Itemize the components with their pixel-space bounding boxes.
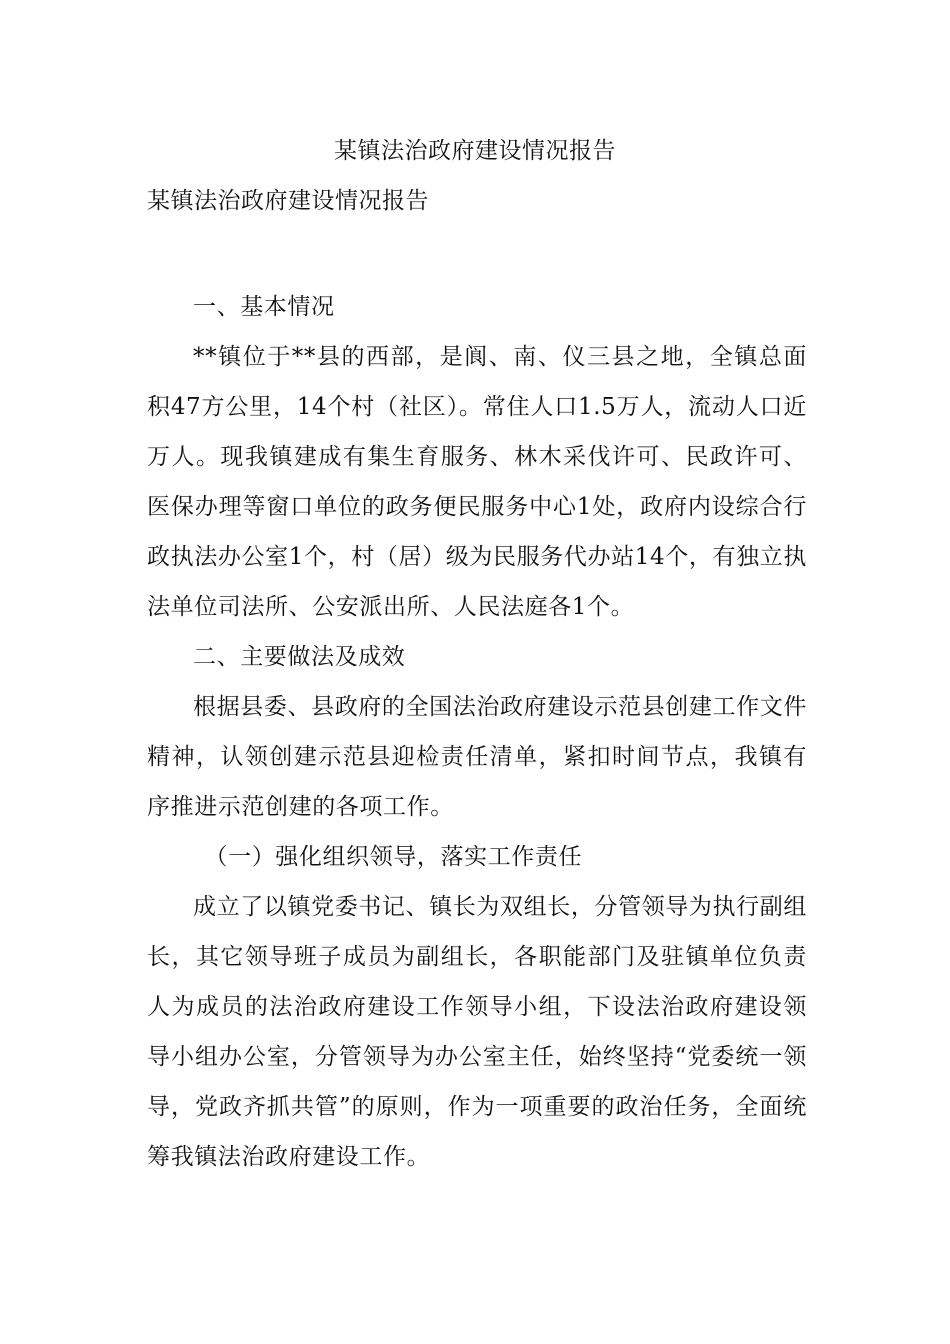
document-body bbox=[147, 282, 807, 1182]
paragraph-main-practices: 根据县委、县政府的全国法治政府建设示范县创建工作文件精神，认领创建示范县迎检责任清单，紧扣时间节点，我镇有序推进示范创建的各项工作。 bbox=[147, 694, 807, 820]
section-heading-main-practices: 二、主要做法及成效 bbox=[193, 644, 406, 670]
section-heading-basic-situation: 一、基本情况 bbox=[193, 294, 335, 320]
document-title: 某镇法治政府建设情况报告 bbox=[334, 138, 616, 164]
document-subtitle: 某镇法治政府建设情况报告 bbox=[147, 188, 429, 214]
paragraph-organization: 成立了以镇党委书记、镇长为双组长，分管领导为执行副组长，其它领导班子成员为副组长，各职能部门及驻镇单位负责人为成员的法治政府建设工作领导小组，下设法治政府建设领导小组办公室，分管领导为办公室主任，始终坚持“党委统一领导，党政齐抓共管”的原则，作为一项重要的政治任务，全面统筹我镇法治政府建设工作。 bbox=[147, 894, 807, 1170]
subsection-heading-organization: （一）强化组织领导，落实工作责任 bbox=[204, 844, 583, 870]
paragraph-basic-situation: **镇位于**县的西部，是阆、南、仪三县之地，全镇总面积47方公里，14个村（社区）。常住人口1.5万人，流动人口近万人。现我镇建成有集生育服务、林木采伐许可、民政许可、医保办理等窗口单位的政务便民服务中心1处，政府内设综合行政执法办公室1个，村（居）级为民服务代办站14个，有独立执法单位司法所、公安派出所、人民法庭各1个。 bbox=[147, 344, 807, 620]
